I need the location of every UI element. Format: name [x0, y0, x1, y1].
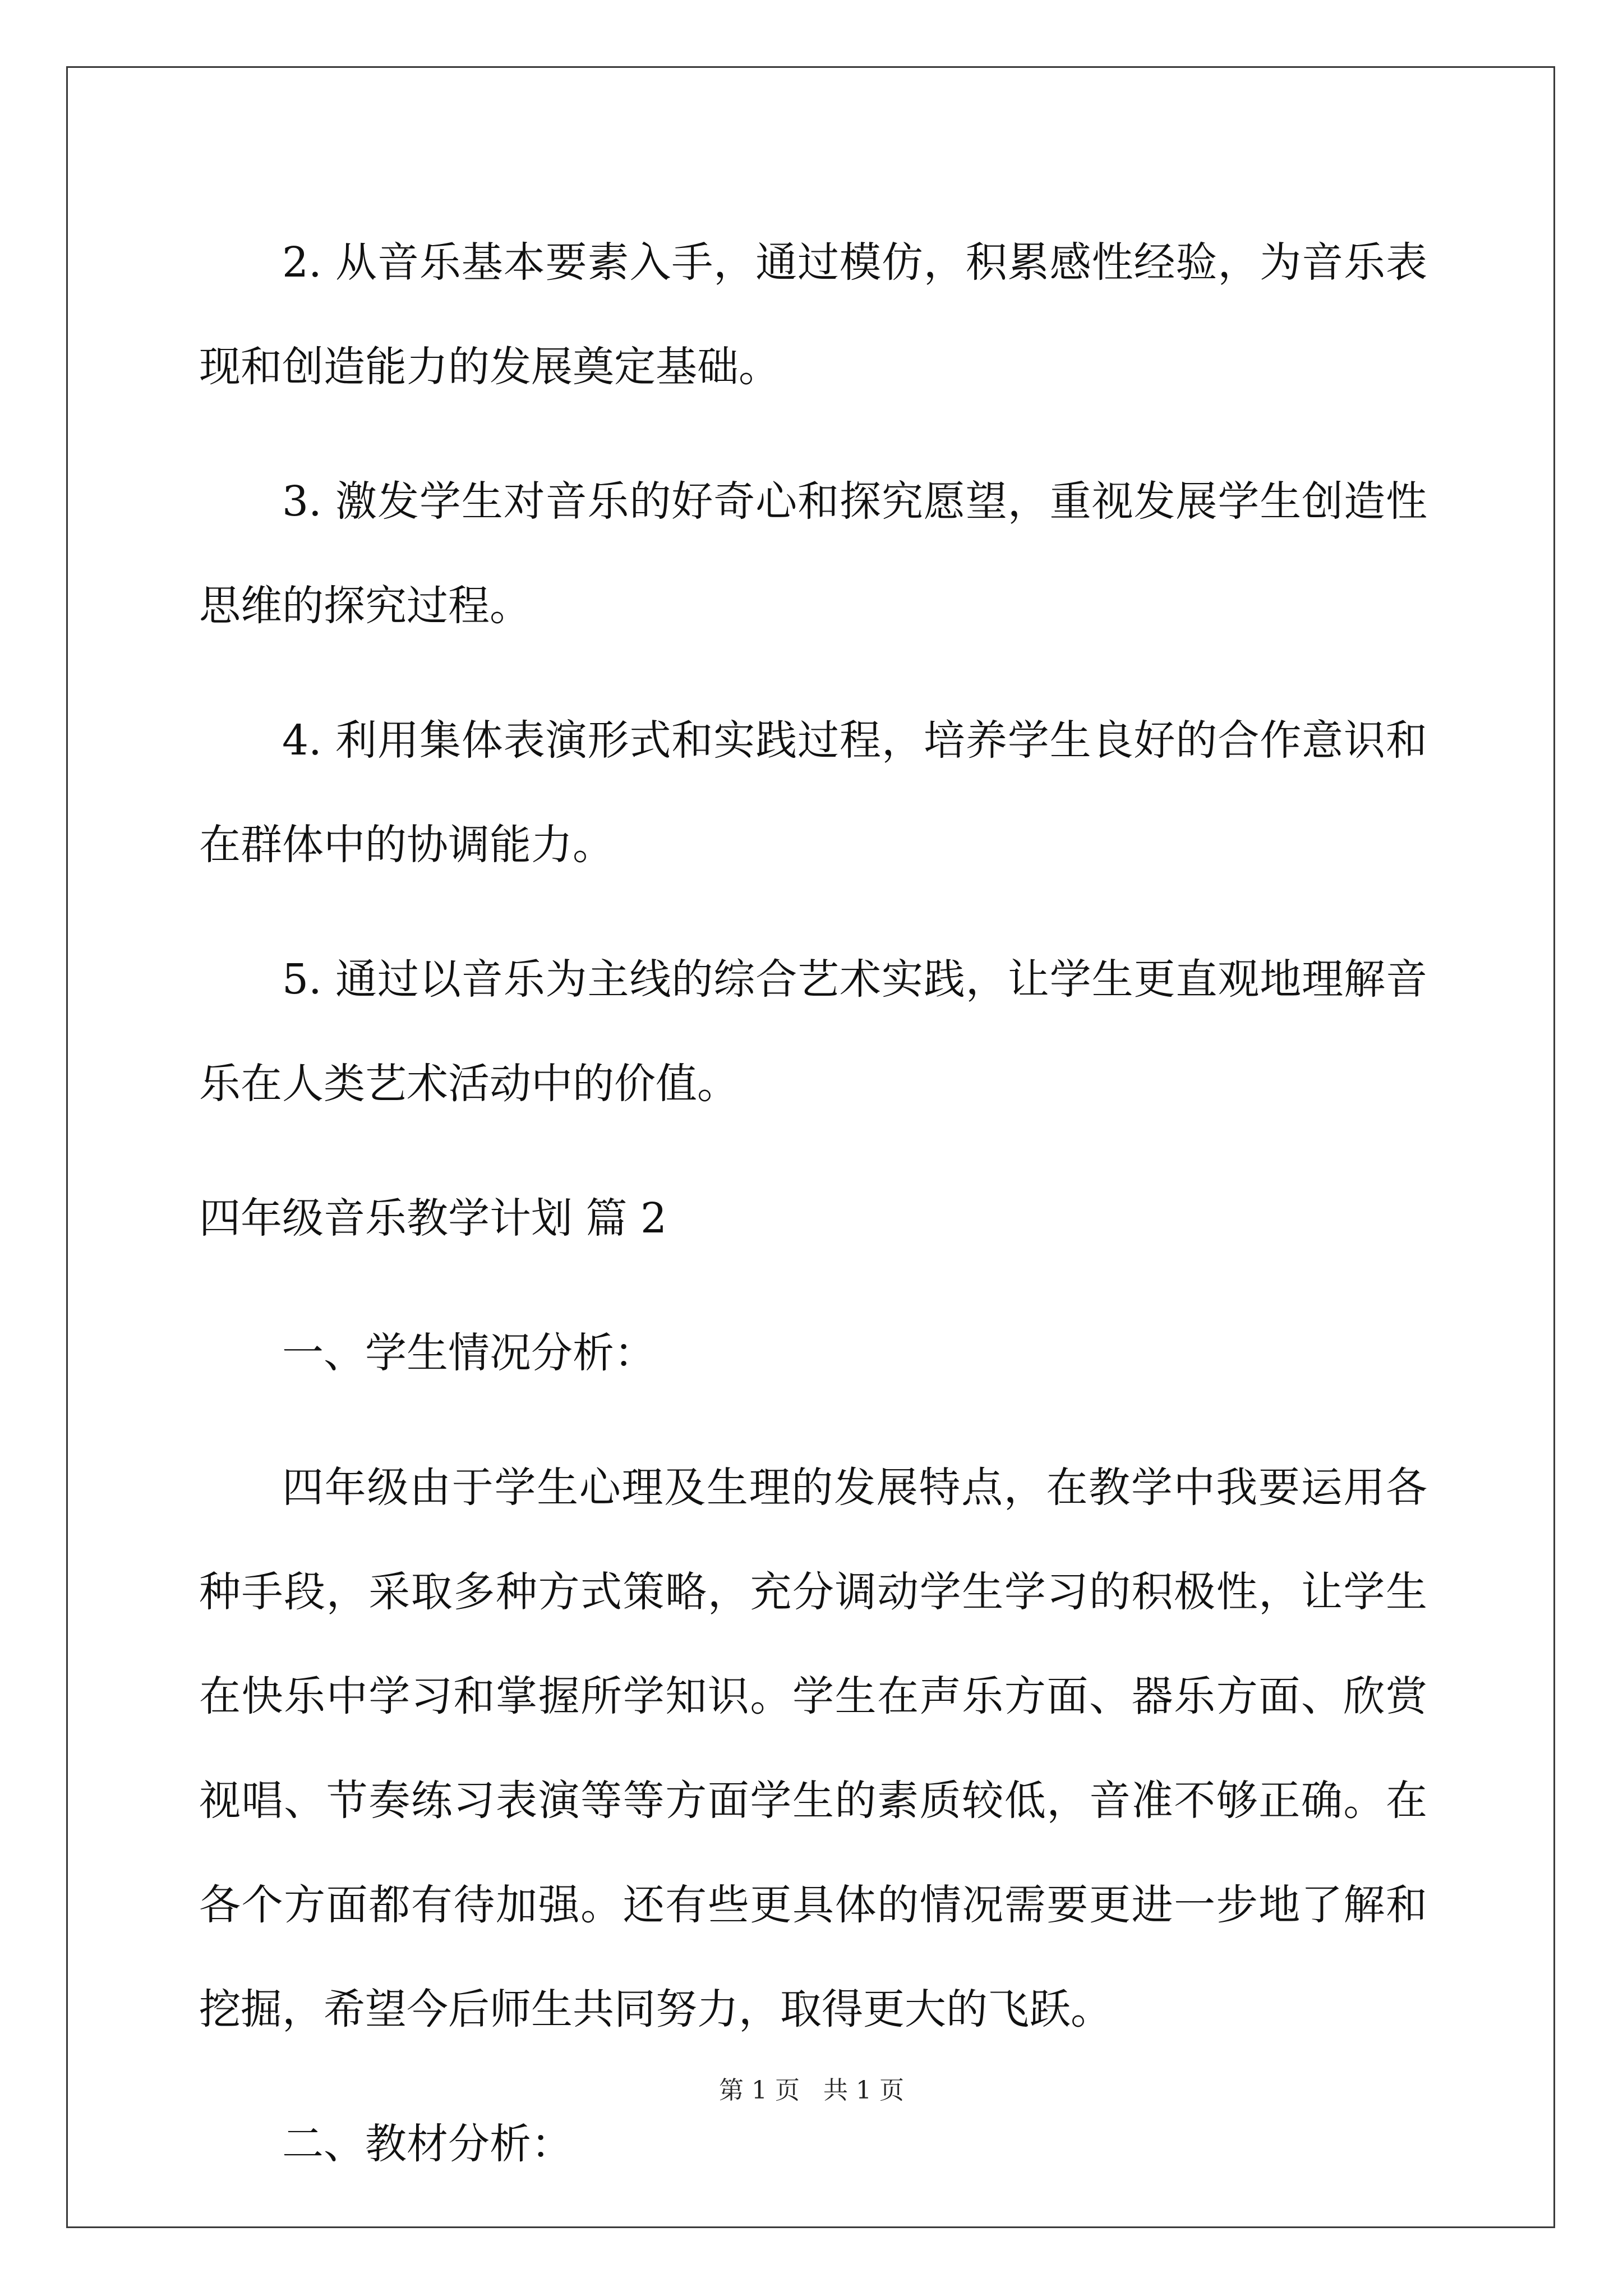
section-title: 四年级音乐教学计划 篇 2	[199, 1194, 667, 1243]
section-heading-textbook-analysis: 二、教材分析：	[282, 2120, 573, 2168]
paragraph-item-2: 2. 从音乐基本要素入手，通过模仿，积累感性经验，为音乐表现和创造能力的发展奠定基础。	[199, 238, 1427, 391]
paragraph-item-3: 3. 激发学生对音乐的好奇心和探究愿望，重视发展学生创造性思维的探究过程。	[199, 477, 1427, 630]
page-number-footer: 第 1 页 共 1 页	[719, 2076, 904, 2105]
paragraph-item-5: 5. 通过以音乐为主线的综合艺术实践，让学生更直观地理解音乐在人类艺术活动中的价值。	[199, 955, 1427, 1108]
paragraph-item-4: 4. 利用集体表演形式和实践过程，培养学生良好的合作意识和在群体中的协调能力。	[199, 716, 1427, 869]
paragraph-student-analysis: 四年级由于学生心理及生理的发展特点，在教学中我要运用各种手段，采取多种方式策略，充分调动学生学习的积极性，让学生在快乐中学习和掌握所学知识。学生在声乐方面、器乐方面、欣赏视唱、节奏练习表演等等方面学生的素质较低，音准不够正确。在各个方面都有待加强。还有些更具体的情况需要更进一步地了解和挖掘，希望今后师生共同努力，取得更大的飞跃。	[199, 1464, 1427, 2033]
document-body	[199, 210, 1427, 2196]
section-heading-student-analysis: 一、学生情况分析：	[282, 1329, 656, 1377]
